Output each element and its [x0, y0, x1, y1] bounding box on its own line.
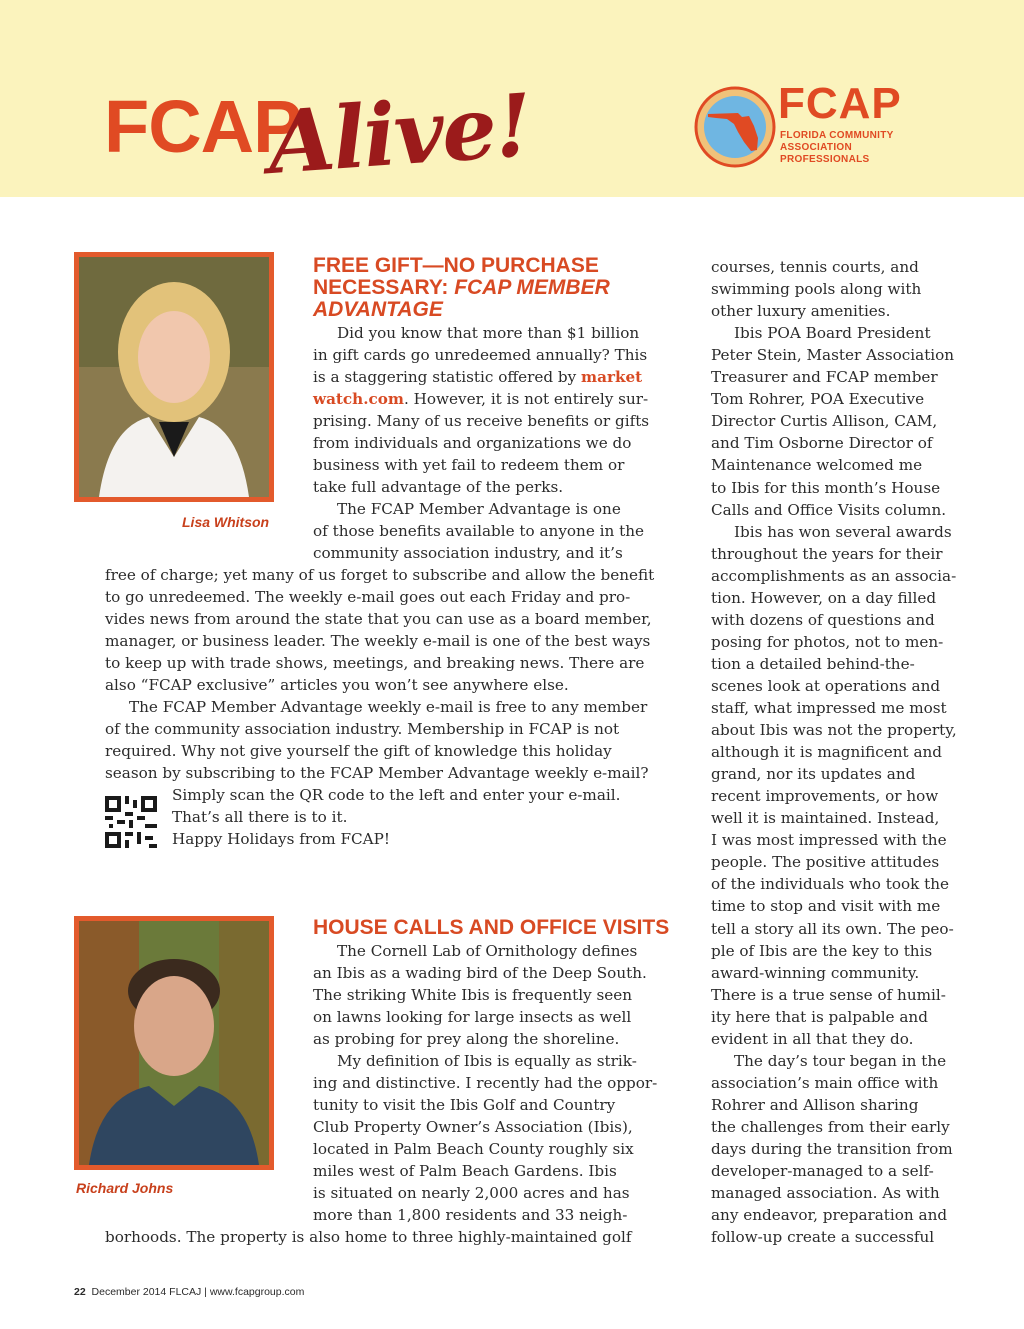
body-text-line: more than 1,800 residents and 33 neigh-: [313, 1206, 628, 1224]
body-text-line: Peter Stein, Master Association: [711, 346, 955, 364]
logo-wordmark: FCAP: [778, 79, 902, 128]
headline-text: NECESSARY:: [313, 276, 455, 299]
fcap-logo: [694, 79, 939, 174]
body-text-line: to keep up with trade shows, meetings, and breaking news. There are: [105, 654, 645, 672]
body-text-line: ple of Ibis are the key to this: [711, 942, 933, 960]
website-link[interactable]: www.fcapgroup.com: [209, 1286, 305, 1298]
author-photo-lisa-whitson: [74, 252, 274, 502]
body-text-line: about Ibis was not the property,: [711, 721, 957, 739]
body-text-line: well it is maintained. Instead,: [711, 809, 940, 827]
body-text-line: in gift cards go unredeemed annually? This: [313, 346, 648, 364]
body-text-line: an Ibis as a wading bird of the Deep South.: [313, 964, 647, 982]
florida-state-map-icon: [694, 86, 776, 168]
body-text-line: free of charge; yet many of us forget to subscribe and allow the benefit: [105, 566, 655, 584]
body-text-line: developer-managed to a self-: [711, 1162, 934, 1180]
body-text-line: miles west of Palm Beach Gardens. Ibis: [313, 1162, 617, 1180]
body-text-line: association’s main office with: [711, 1074, 939, 1092]
body-text-line: The Cornell Lab of Ornithology defines: [337, 942, 638, 960]
body-text-line: time to stop and visit with me: [711, 897, 941, 915]
body-text-line: prising. Many of us receive benefits or gifts: [313, 412, 650, 430]
body-text-line: season by subscribing to the FCAP Member Advantage weekly e-mail?: [105, 764, 649, 782]
body-text-line: from individuals and organizations we do: [313, 434, 632, 452]
body-text-line: manager, or business leader. The weekly e-mail is one of the best ways: [105, 632, 651, 650]
body-text-line: tion a detailed behind-the-: [711, 655, 915, 673]
body-text-line: That’s all there is to it.: [172, 808, 348, 826]
issue-label: December 2014 FLCAJ: [91, 1286, 202, 1298]
body-text-line: the challenges from their early: [711, 1118, 950, 1136]
qr-code-icon[interactable]: [105, 796, 157, 848]
body-text-line: posing for photos, not to men-: [711, 633, 944, 651]
body-text-line: borhoods. The property is also home to three highly-maintained golf: [105, 1228, 632, 1246]
body-text-line: recent improvements, or how: [711, 787, 939, 805]
body-text-line: managed association. As with: [711, 1184, 940, 1202]
logo-subtitle: [780, 130, 939, 166]
body-text-line: Happy Holidays from FCAP!: [172, 830, 390, 848]
author-photo-richard-johns: [74, 916, 274, 1170]
headline-line: FREE GIFT—NO PURCHASE: [313, 254, 599, 277]
body-text-line: is situated on nearly 2,000 acres and has: [313, 1184, 630, 1202]
body-text-line: Ibis POA Board President: [734, 324, 931, 342]
body-text-line: vides news from around the state that you can use as a board member,: [105, 610, 652, 628]
body-text-line: Calls and Office Visits column.: [711, 501, 947, 519]
body-text-line: tell a story all its own. The peo-: [711, 920, 954, 938]
page-number: 22: [74, 1286, 86, 1298]
body-text-line: Tom Rohrer, POA Executive: [711, 390, 925, 408]
footer-separator: |: [204, 1286, 207, 1298]
body-text-line: award-winning community.: [711, 964, 920, 982]
body-text-line: staff, what impressed me most: [711, 699, 947, 717]
body-text-line: accomplishments as an associa-: [711, 567, 957, 585]
body-text-line: tunity to visit the Ibis Golf and Country: [313, 1096, 616, 1114]
article-headline: [313, 255, 610, 321]
photo-caption: Lisa Whitson: [182, 514, 270, 530]
headline-line: [313, 277, 610, 299]
logo-subtitle-line-1: FLORIDA COMMUNITY: [780, 130, 894, 141]
photo-caption: Richard Johns: [76, 1180, 174, 1196]
marketwatch-link[interactable]: watch.com: [313, 390, 404, 408]
logo-subtitle-line-2: ASSOCIATION PROFESSIONALS: [780, 142, 870, 165]
body-text-line: other luxury amenities.: [711, 302, 891, 320]
body-text-line: people. The positive attitudes: [711, 853, 940, 871]
portrait-image: [79, 921, 269, 1165]
body-text-line: Maintenance welcomed me: [711, 456, 923, 474]
article-headline: HOUSE CALLS AND OFFICE VISITS: [313, 916, 670, 939]
body-text-line: [313, 366, 642, 388]
body-text-line: Treasurer and FCAP member: [711, 368, 938, 386]
body-text-line: My definition of Ibis is equally as strik-: [337, 1052, 637, 1070]
body-text-line: and Tim Osborne Director of: [711, 434, 933, 452]
body-text-line: take full advantage of the perks.: [313, 478, 564, 496]
body-text: is a staggering statistic offered by: [313, 368, 582, 386]
body-text-line: Simply scan the QR code to the left and enter your e-mail.: [172, 786, 621, 804]
body-text-line: There is a true sense of humil-: [711, 986, 946, 1004]
headline-italic-text: ADVANTAGE: [313, 298, 443, 321]
body-text-line: of the individuals who took the: [711, 875, 950, 893]
magazine-section-title: FCAP: [104, 85, 302, 168]
body-text-line: on lawns looking for large insects as well: [313, 1008, 632, 1026]
body-text-line: courses, tennis courts, and: [711, 258, 919, 276]
headline-italic-text: FCAP MEMBER: [454, 276, 610, 299]
body-text: . However, it is not entirely sur-: [403, 390, 649, 408]
body-text-line: of those benefits available to anyone in the: [313, 522, 644, 540]
body-text-line: located in Palm Beach County roughly six: [313, 1140, 634, 1158]
body-text-line: follow-up create a successful: [711, 1228, 935, 1246]
body-text-line: [313, 388, 648, 410]
body-text-line: days during the transition from: [711, 1140, 953, 1158]
body-text-line: any endeavor, preparation and: [711, 1206, 948, 1224]
body-text-line: business with yet fail to redeem them or: [313, 456, 625, 474]
body-text-line: The FCAP Member Advantage is one: [337, 500, 621, 518]
body-text-line: swimming pools along with: [711, 280, 922, 298]
body-text-line: ity here that is palpable and: [711, 1008, 928, 1026]
body-text-line: The day’s tour began in the: [734, 1052, 947, 1070]
body-text-line: evident in all that they do.: [711, 1030, 914, 1048]
body-text-line: Director Curtis Allison, CAM,: [711, 412, 938, 430]
body-text-line: ing and distinctive. I recently had the oppor-: [313, 1074, 658, 1092]
body-text-line: to Ibis for this month’s House: [711, 479, 941, 497]
body-text-line: grand, nor its updates and: [711, 765, 916, 783]
body-text-line: also “FCAP exclusive” articles you won’t see anywhere else.: [105, 676, 569, 694]
magazine-section-title-script: Alive!: [264, 74, 534, 195]
body-text-line: Did you know that more than $1 billion: [337, 324, 640, 342]
body-text-line: scenes look at operations and: [711, 677, 941, 695]
body-text-line: Club Property Owner’s Association (Ibis),: [313, 1118, 633, 1136]
body-text-line: tion. However, on a day filled: [711, 589, 937, 607]
body-text-line: community association industry, and it’s: [313, 544, 623, 562]
body-text-line: Rohrer and Allison sharing: [711, 1096, 919, 1114]
body-text-line: I was most impressed with the: [711, 831, 947, 849]
body-text-line: throughout the years for their: [711, 545, 943, 563]
marketwatch-link[interactable]: market: [581, 368, 643, 386]
body-text-line: The striking White Ibis is frequently seen: [313, 986, 633, 1004]
body-text-line: although it is magnificent and: [711, 743, 943, 761]
body-text-line: of the community association industry. Membership in FCAP is not: [105, 720, 620, 738]
portrait-image: [79, 257, 269, 497]
body-text-line: The FCAP Member Advantage weekly e-mail is free to any member: [129, 698, 648, 716]
body-text-line: with dozens of questions and: [711, 611, 935, 629]
body-text-line: as probing for prey along the shoreline.: [313, 1030, 620, 1048]
headline-line: [313, 299, 610, 321]
body-text-line: Ibis has won several awards: [734, 523, 952, 541]
body-text-line: to go unredeemed. The weekly e-mail goes out each Friday and pro-: [105, 588, 631, 606]
body-text-line: required. Why not give yourself the gift of knowledge this holiday: [105, 742, 612, 760]
page-footer: [74, 1286, 304, 1298]
